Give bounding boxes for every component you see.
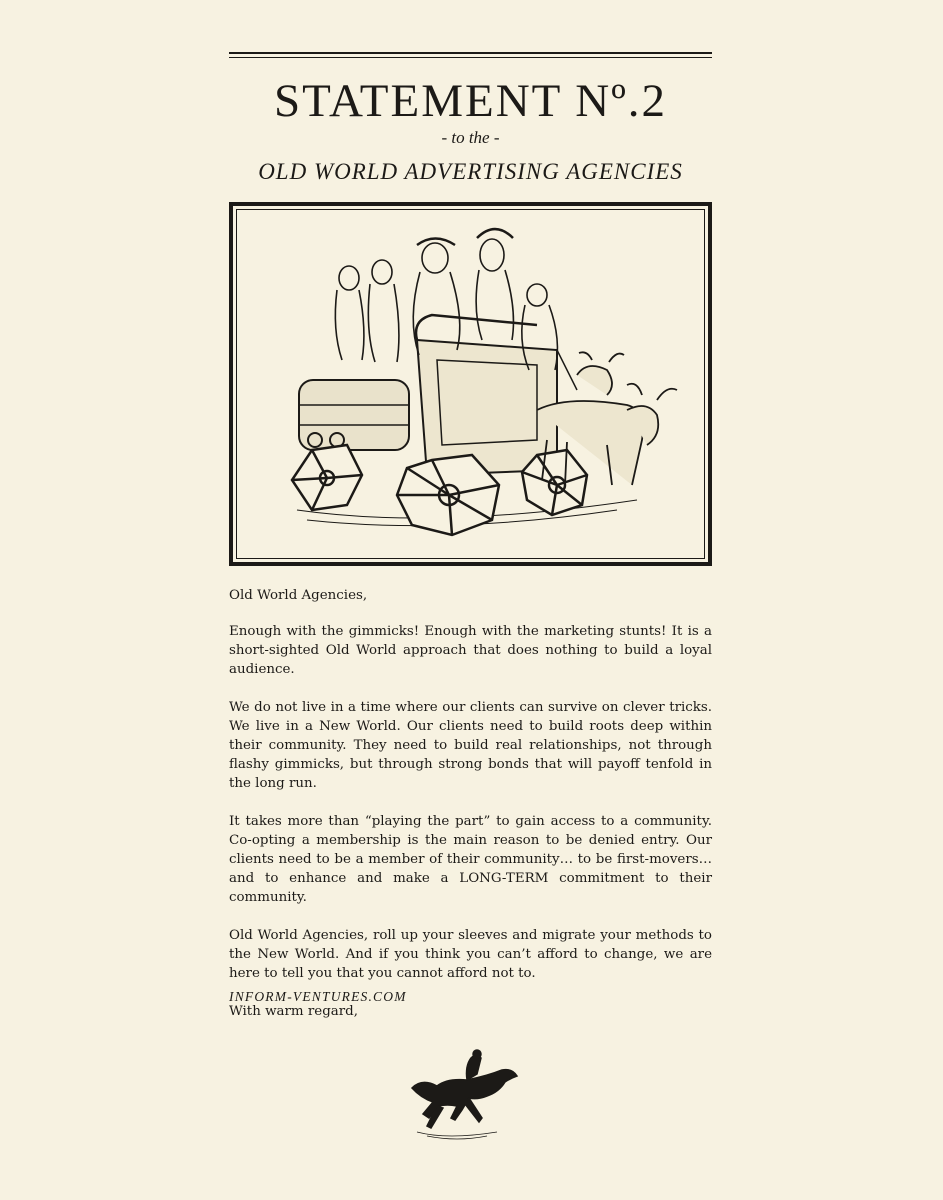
horse-rider-icon — [407, 1048, 519, 1140]
carriage-engraving-icon — [237, 210, 706, 560]
paragraph: Enough with the gimmicks! Enough with the marketing stunts! It is a short-sighted Old World approach that does nothing to build a loyal audience. — [229, 624, 712, 677]
closing: With warm regard, — [229, 1004, 358, 1019]
subtitle: - to the - — [441, 128, 500, 147]
page-title: STATEMENT Nº.2 — [273, 75, 668, 127]
website-link[interactable]: INFORM-VENTURES.COM — [229, 989, 407, 1004]
paragraph: Old World Agencies, roll up your sleeves and migrate your methods to the New World. And if you think you can’t afford to change, we are here to tell you that you cannot afford not to. — [229, 928, 712, 981]
paragraph: We do not live in a time where our clients can survive on clever tricks. We live in a New World. Our clients need to build roots deep within their community. They need to build real relationships, not through flashy gimmicks, but through strong bonds that will payoff tenfold in the long run. — [229, 700, 712, 791]
headline: OLD WORLD ADVERTISING AGENCIES — [258, 159, 683, 184]
top-rule — [229, 52, 712, 58]
horse-rider-logo — [407, 1048, 519, 1144]
illustration-frame — [229, 202, 712, 566]
letter-body — [229, 586, 712, 1040]
salutation: Old World Agencies, — [229, 588, 368, 603]
paragraph: It takes more than “playing the part” to gain access to a community. Co-opting a membership is the main reason to be denied entry. Our clients need to be a member of their community… to be first-movers… and to enhance and make a LONG-TERM commitment to their community. — [229, 814, 712, 905]
